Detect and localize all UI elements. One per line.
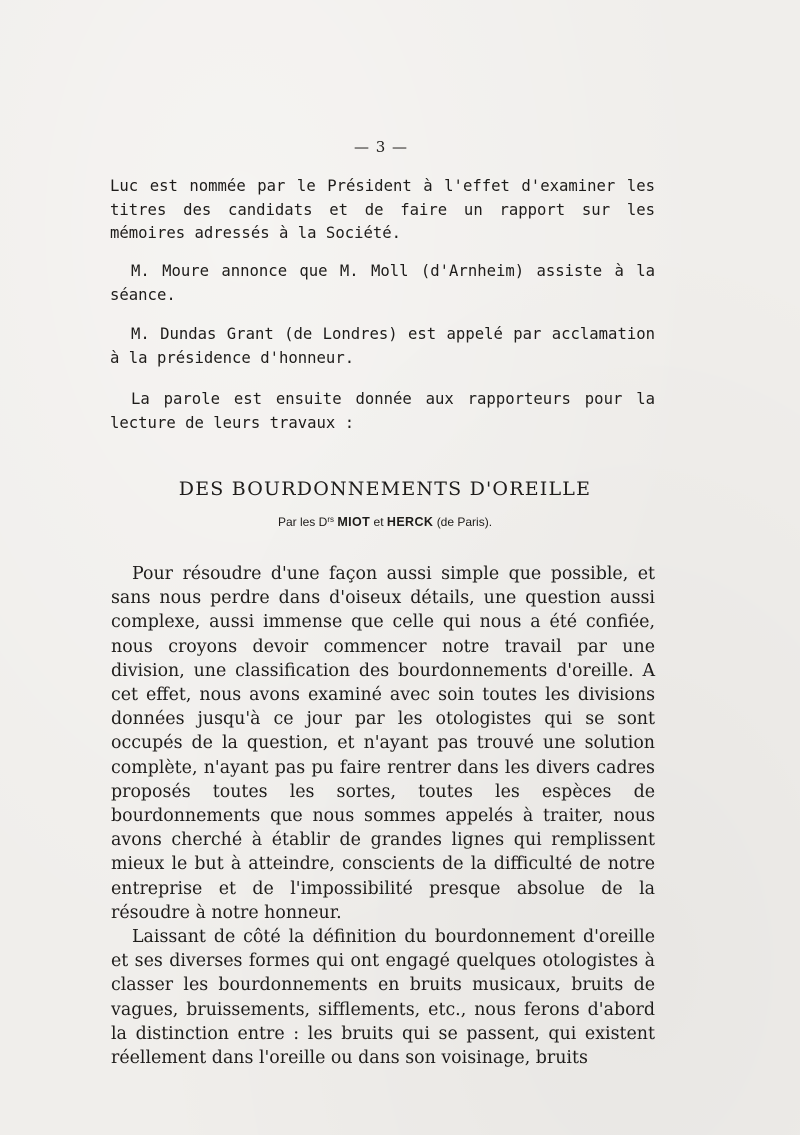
body-paragraph-2: Laissant de côté la définition du bourdonnement d'oreille et ses diverses formes qui ont engagé quelques otologistes à classer les bourdonnements en bruits musicaux, bruits de vagues, bruissements, sifflements, etc., nous ferons d'abord la distinction entre : les bruits qui se passent, qui existent réellement dans l'oreille ou dans son voisinage, bruits	[111, 927, 655, 1069]
intro-paragraph-4: La parole est ensuite donnée aux rapporteurs pour la lecture de leurs travaux :	[110, 390, 655, 432]
byline-conjunction: et	[373, 515, 384, 529]
article-byline	[0, 515, 770, 529]
body-paragraph-1: Pour résoudre d'une façon aussi simple que possible, et sans nous perdre dans d'oiseux détails, une question aussi complexe, aussi immense que celle qui nous a été confiée, nous croyons devoir commencer notre travail par une division, une classification des bourdonnements d'oreille. A cet effet, nous avons examiné avec soin toutes les divisions données jusqu'à ce jour par les otologistes qui se sont occupés de la question, et n'ayant pas trouvé une solution complète, n'ayant pas pu faire rentrer dans les divers cadres proposés toutes les sortes, toutes les espèces de bourdonnements que nous sommes appelés à traiter, nous avons cherché à établir de grandes lignes qui remplissent mieux le but à atteindre, conscients de la difficulté de notre entreprise et de l'impossibilité presque absolue de la résoudre à notre honneur.	[111, 564, 655, 923]
author-2: HERCK	[386, 515, 434, 529]
page-number: — 3 —	[353, 138, 409, 156]
intro-paragraph-1: Luc est nommée par le Président à l'effet d'examiner les titres des candidats et de faire un rapport sur les mémoires adressés à la Société.	[110, 177, 655, 242]
intro-paragraph-2: M. Moure annonce que M. Moll (d'Arnheim) assiste à la séance.	[110, 262, 655, 304]
article-title: DES BOURDONNEMENTS D'OREILLE	[178, 478, 592, 500]
byline-prefix: Par les D	[277, 515, 328, 529]
author-1: MIOT	[337, 515, 371, 529]
byline-suffix: (de Paris).	[436, 515, 493, 529]
intro-paragraph-3: M. Dundas Grant (de Londres) est appelé par acclamation à la présidence d'honneur.	[110, 325, 655, 367]
byline-sup: rs	[327, 515, 334, 524]
